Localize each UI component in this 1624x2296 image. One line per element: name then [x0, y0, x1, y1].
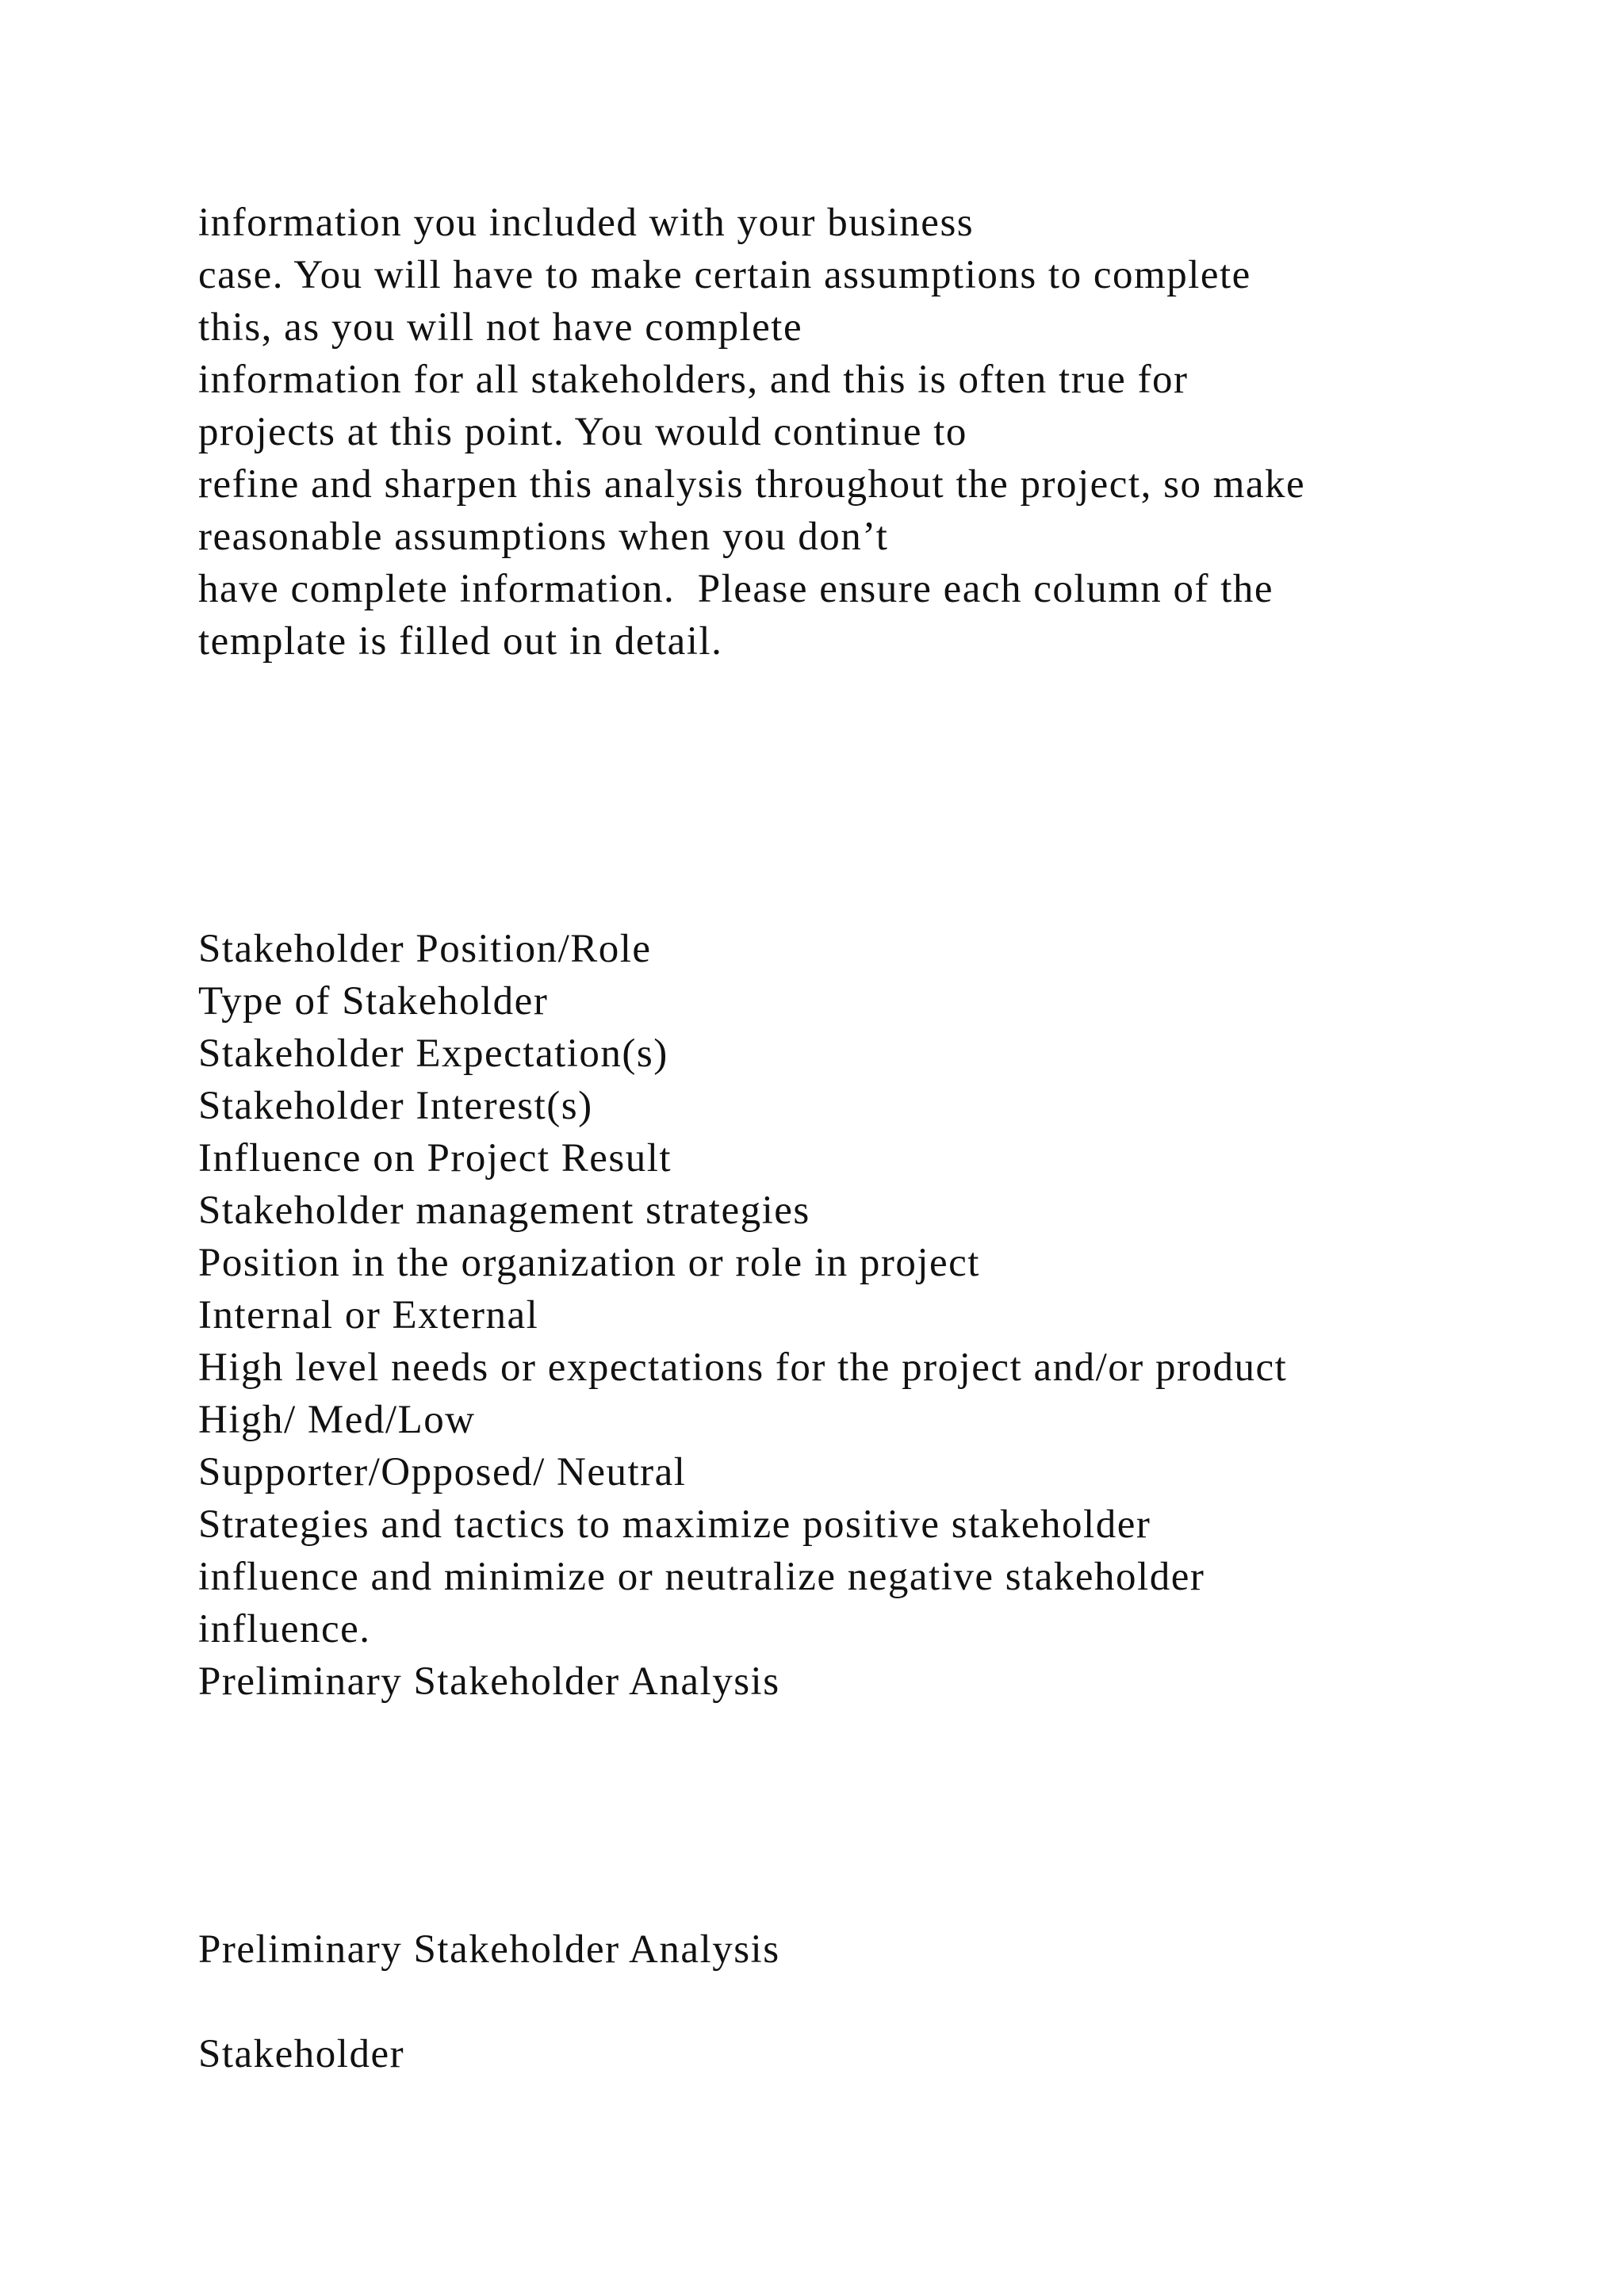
intro-line: case. You will have to make certain assumptions to complete: [198, 253, 1251, 297]
hint-type: Internal or External: [198, 1293, 539, 1337]
column-header-strategies: Stakeholder management strategies: [198, 1188, 810, 1233]
hint-position: Position in the organization or role in project: [198, 1241, 980, 1285]
section-title: Preliminary Stakeholder Analysis: [198, 1927, 780, 1972]
hint-strategies: Strategies and tactics to maximize positive stakeholder: [198, 1502, 1151, 1547]
stakeholder-template-text: [198, 923, 1546, 1708]
hint-expectations: High level needs or expectations for the project and/or product: [198, 1345, 1288, 1390]
column-header-interests: Stakeholder Interest(s): [198, 1084, 593, 1128]
column-header-type: Type of Stakeholder: [198, 979, 549, 1024]
intro-paragraph: [198, 197, 1546, 668]
hint-strategies: influence.: [198, 1607, 371, 1651]
hint-strategies: influence and minimize or neutralize negative stakeholder: [198, 1555, 1205, 1599]
intro-line: reasonable assumptions when you don’t: [198, 515, 889, 559]
blank-line: [198, 1976, 1546, 2028]
intro-line: information you included with your business: [198, 201, 975, 245]
template-title: Preliminary Stakeholder Analysis: [198, 1659, 780, 1704]
column-header-position-role: Stakeholder Position/Role: [198, 927, 652, 971]
analysis-section: [198, 1923, 1546, 2080]
intro-line: template is filled out in detail.: [198, 619, 723, 664]
column-header-expectations: Stakeholder Expectation(s): [198, 1031, 668, 1076]
hint-influence: Supporter/Opposed/ Neutral: [198, 1450, 687, 1494]
hint-interest-level: High/ Med/Low: [198, 1398, 476, 1442]
intro-line: refine and sharpen this analysis throughout the project, so make: [198, 462, 1306, 507]
intro-line: information for all stakeholders, and this is often true for: [198, 358, 1189, 402]
column-header-influence: Influence on Project Result: [198, 1136, 672, 1181]
intro-line: this, as you will not have complete: [198, 305, 803, 350]
section-label: Stakeholder: [198, 2032, 405, 2076]
intro-line: have complete information. Please ensure each column of the: [198, 567, 1274, 611]
intro-line: projects at this point. You would continue to: [198, 410, 967, 454]
